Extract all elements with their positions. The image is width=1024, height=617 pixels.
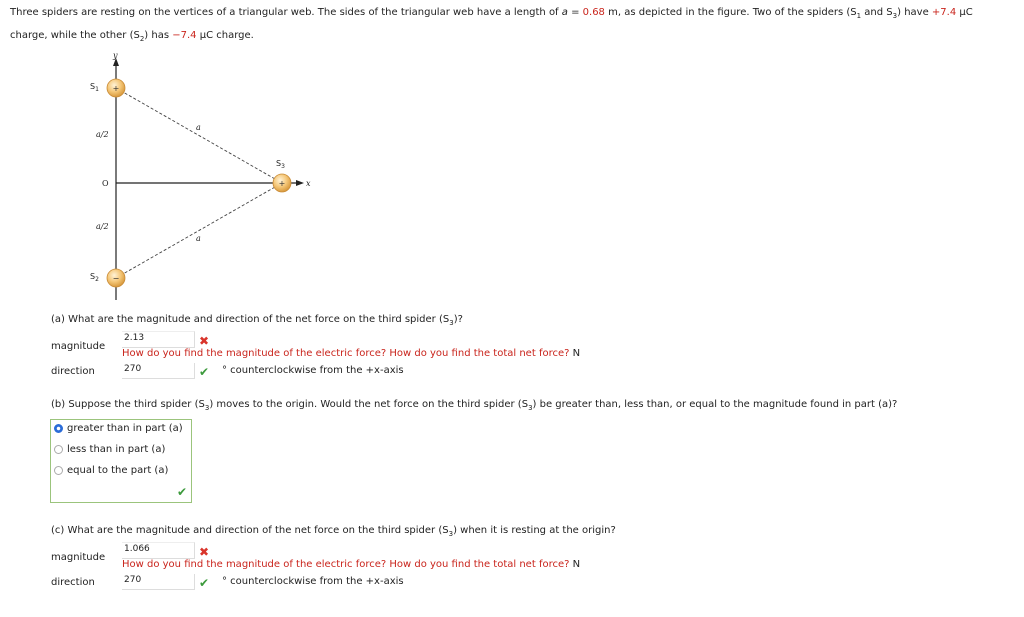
y-axis-label: y — [113, 51, 118, 60]
intro-text-3: ) have — [897, 7, 932, 18]
a-variable: a — [561, 7, 568, 18]
correct-icon-a-direction: ✔ — [199, 365, 210, 379]
radio-equal[interactable] — [54, 466, 63, 475]
s3-plus-sign: + — [278, 179, 286, 188]
magnitude-input-a[interactable]: 2.13 — [122, 331, 195, 348]
sub-3: 3 — [892, 12, 898, 20]
intro-and: and S — [861, 7, 893, 18]
sub-2: 2 — [139, 35, 145, 43]
label-a-half-bottom: a/2 — [96, 222, 109, 231]
sub-1: 1 — [856, 12, 862, 20]
correct-icon-c-direction: ✔ — [199, 576, 210, 590]
spider-web-figure — [0, 0, 330, 305]
magnitude-input-c[interactable]: 1.066 — [122, 542, 195, 559]
unit-newton-a: N — [572, 348, 581, 359]
s2-minus-sign: − — [112, 274, 120, 283]
equals: = — [567, 7, 583, 18]
label-a-bottom-side: a — [196, 234, 201, 243]
x-axis-arrow — [296, 180, 304, 186]
s1-label: $S_1$ — [90, 82, 99, 93]
option-less-label: less than in part (a) — [67, 444, 166, 455]
incorrect-icon-c-magnitude: ✖ — [199, 545, 210, 559]
s2-label: $S_2$ — [90, 272, 99, 283]
unit-uc-2: μC charge. — [196, 30, 254, 41]
web-side-top — [116, 88, 282, 183]
option-greater-label: greater than in part (a) — [67, 423, 183, 434]
question-b: (b) Suppose the third spider $(S_3)$ moves to the origin. Would the net force on the third spider $(S_3)$ be greater than, less than, or equal to the magnitude found in part (a)? — [51, 399, 898, 412]
label-a-half-top: a/2 — [96, 130, 109, 139]
intro-text: Three spiders are resting on the vertices of a triangular web. The sides of the triangular web have a length of — [10, 7, 562, 18]
s3-label: $S_3$ — [276, 159, 285, 170]
direction-unit-c: ° counterclockwise from the +x-axis — [222, 576, 404, 587]
option-less[interactable] — [54, 444, 165, 455]
intro-text-5: ) has — [144, 30, 173, 41]
direction-input-a[interactable]: 270 — [122, 363, 195, 379]
magnitude-label-c: magnitude — [51, 552, 106, 563]
radio-greater[interactable] — [54, 424, 63, 433]
a-value: 0.68 — [582, 7, 605, 18]
option-equal-label: equal to the part (a) — [67, 465, 169, 476]
negative-charge-value: −7.4 — [172, 30, 197, 41]
incorrect-icon-a-magnitude: ✖ — [199, 334, 210, 348]
unit-uc: μC — [956, 7, 973, 18]
option-greater[interactable] — [54, 423, 183, 434]
question-c: (c) What are the magnitude and direction of the net force on the third spider $(S_3)$ when it is resting at the origin? — [51, 525, 616, 538]
intro-text-2: m, as depicted in the figure. Two of the spiders (S — [604, 7, 857, 18]
hint-link-a[interactable]: How do you find the magnitude of the electric force? How do you find the total net force? — [122, 348, 570, 359]
intro-text-4: charge, while the other (S — [10, 30, 140, 41]
correct-icon-b: ✔ — [176, 485, 187, 499]
s1-plus-sign: + — [112, 84, 120, 93]
answer-choices-b — [50, 419, 192, 503]
direction-label-a: direction — [51, 366, 95, 377]
magnitude-label-a: magnitude — [51, 341, 106, 352]
option-equal[interactable] — [54, 465, 168, 476]
hint-link-c[interactable]: How do you find the magnitude of the electric force? How do you find the total net force? — [122, 559, 570, 570]
hint-c — [122, 559, 580, 570]
hint-a — [122, 348, 580, 359]
radio-less[interactable] — [54, 445, 63, 454]
label-a-top-side: a — [196, 123, 201, 132]
direction-unit-a: ° counterclockwise from the +x-axis — [222, 365, 404, 376]
x-axis-label: x — [306, 179, 311, 188]
origin-label: O — [102, 179, 109, 188]
direction-label-c: direction — [51, 577, 95, 588]
question-a: (a) What are the magnitude and direction of the net force on the third spider $(S_3)$? — [51, 314, 463, 327]
positive-charge-value: +7.4 — [931, 7, 957, 18]
unit-newton-c: N — [572, 559, 581, 570]
web-side-bottom — [116, 183, 282, 278]
direction-input-c[interactable]: 270 — [122, 574, 195, 590]
